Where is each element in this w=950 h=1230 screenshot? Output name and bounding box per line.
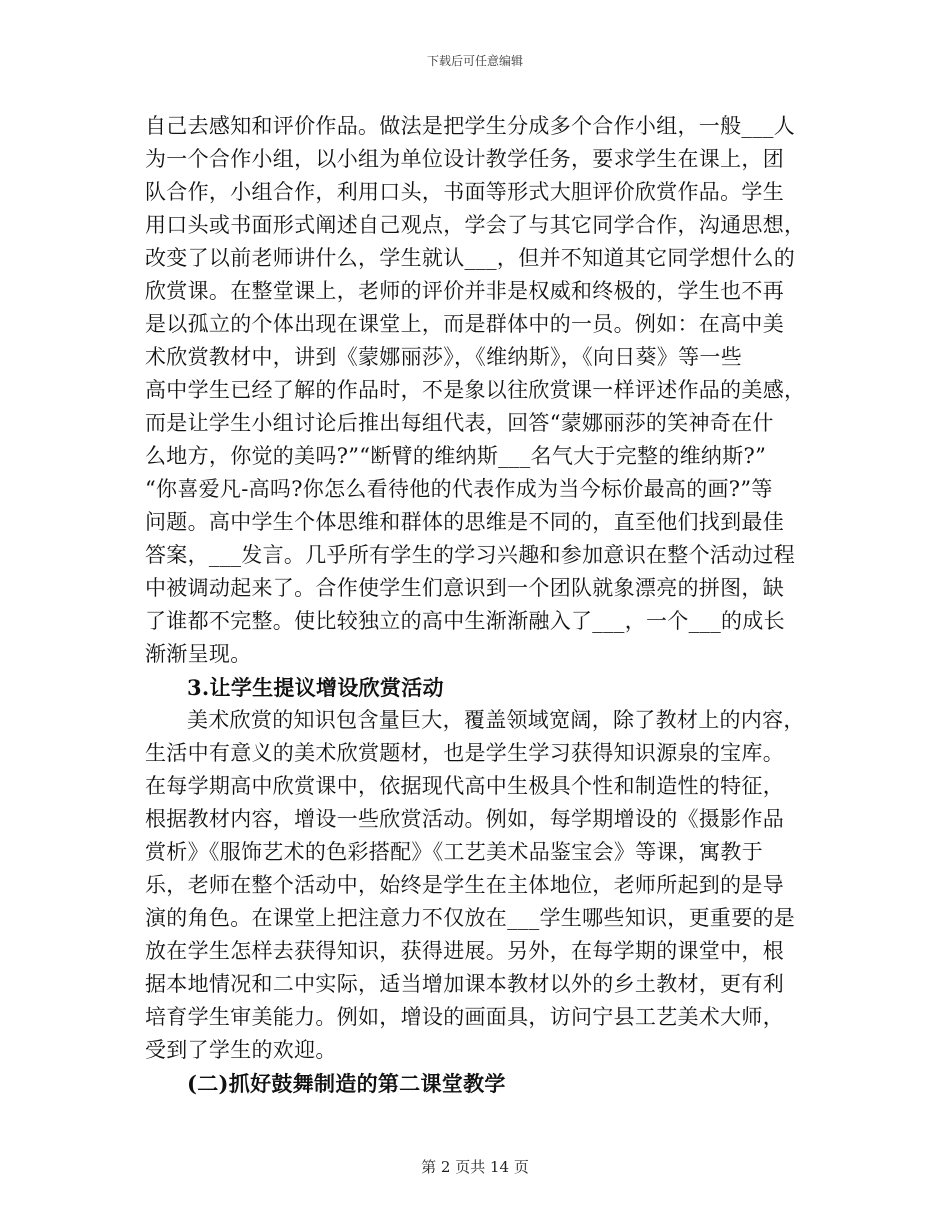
- text-line: 在每学期高中欣赏课中，依据现代高中生极具个性和制造性的特征，: [145, 774, 784, 798]
- text-line: 是以孤立的个体出现在课堂上，而是群体中的一员。例如：在高中美: [145, 312, 784, 336]
- text-line: 为一个合作小组，以小组为单位设计教学任务，要求学生在课上，团: [145, 147, 784, 171]
- page-footer: 第 2 页共 14 页: [421, 1158, 529, 1176]
- text-line: 据本地情况和二中实际，适当增加课本教材以外的乡土教材，更有利: [145, 972, 784, 996]
- text-line: 自己去感知和评价作品。做法是把学生分成多个合作小组，一般___人: [145, 114, 796, 138]
- text-line: 培育学生审美能力。例如，增设的画面具，访问宁县工艺美术大师，: [145, 1005, 784, 1029]
- text-line: 乐，老师在整个活动中，始终是学生在主体地位，老师所起到的是导: [145, 873, 784, 897]
- text-line: 渐渐呈现。: [145, 642, 252, 666]
- text-line: 高中学生已经了解的作品时，不是象以往欣赏课一样评述作品的美感，: [145, 378, 806, 402]
- text-line: 问题。高中学生个体思维和群体的思维是不同的，直至他们找到最佳: [145, 510, 784, 534]
- text-line: 赏析》《服饰艺术的色彩搭配》《工艺美术品鉴宝会》等课，寓教于: [145, 840, 763, 864]
- text-line: 中被调动起来了。合作使学生们意识到一个团队就象漂亮的拼图，缺: [145, 576, 784, 600]
- text-line: 么地方，你觉的美吗?”“断臂的维纳斯___名气大于完整的维纳斯?”: [145, 444, 767, 468]
- text-line: 受到了学生的欢迎。: [145, 1038, 337, 1062]
- text-line: 生活中有意义的美术欣赏题材，也是学生学习获得知识源泉的宝库。: [145, 741, 784, 765]
- page-header: 下载后可任意编辑: [426, 54, 523, 68]
- text-line: 放在学生怎样去获得知识，获得进展。另外，在每学期的课堂中，根: [145, 939, 784, 963]
- section-heading: 3.让学生提议增设欣赏活动: [187, 675, 444, 700]
- text-line: 根据教材内容，增设一些欣赏活动。例如，每学期增设的《摄影作品: [145, 807, 784, 831]
- text-line: 术欣赏教材中，讲到《蒙娜丽莎》，《维纳斯》，《向日葵》等一些: [145, 345, 742, 369]
- text-line: 答案，___发言。几乎所有学生的学习兴趣和参加意识在整个活动过程: [145, 543, 796, 567]
- text-line: 队合作，小组合作，利用口头，书面等形式大胆评价欣赏作品。学生: [145, 180, 784, 204]
- text-line: 演的角色。在课堂上把注意力不仅放在___学生哪些知识，更重要的是: [145, 906, 796, 930]
- text-line: 用口头或书面形式阐述自己观点，学会了与其它同学合作，沟通思想，: [145, 213, 806, 237]
- text-line: 改变了以前老师讲什么，学生就认___，但并不知道其它同学想什么的: [145, 246, 796, 270]
- text-line: 而是让学生小组讨论后推出每组代表，回答“蒙娜丽莎的笑神奇在什: [145, 411, 774, 435]
- text-line: “你喜爱凡-高吗?你怎么看待他的代表作成为当今标价最高的画?”等: [145, 477, 773, 501]
- text-line: 美术欣赏的知识包含量巨大，覆盖领域宽阔，除了教材上的内容，: [187, 708, 805, 732]
- text-line: 了谁都不完整。使比较独立的高中生渐渐融入了___，一个___的成长: [145, 609, 785, 633]
- text-line: 欣赏课。在整堂课上，老师的评价并非是权威和终极的，学生也不再: [145, 279, 784, 303]
- section-heading: (二)抓好鼓舞制造的第二课堂教学: [187, 1071, 506, 1096]
